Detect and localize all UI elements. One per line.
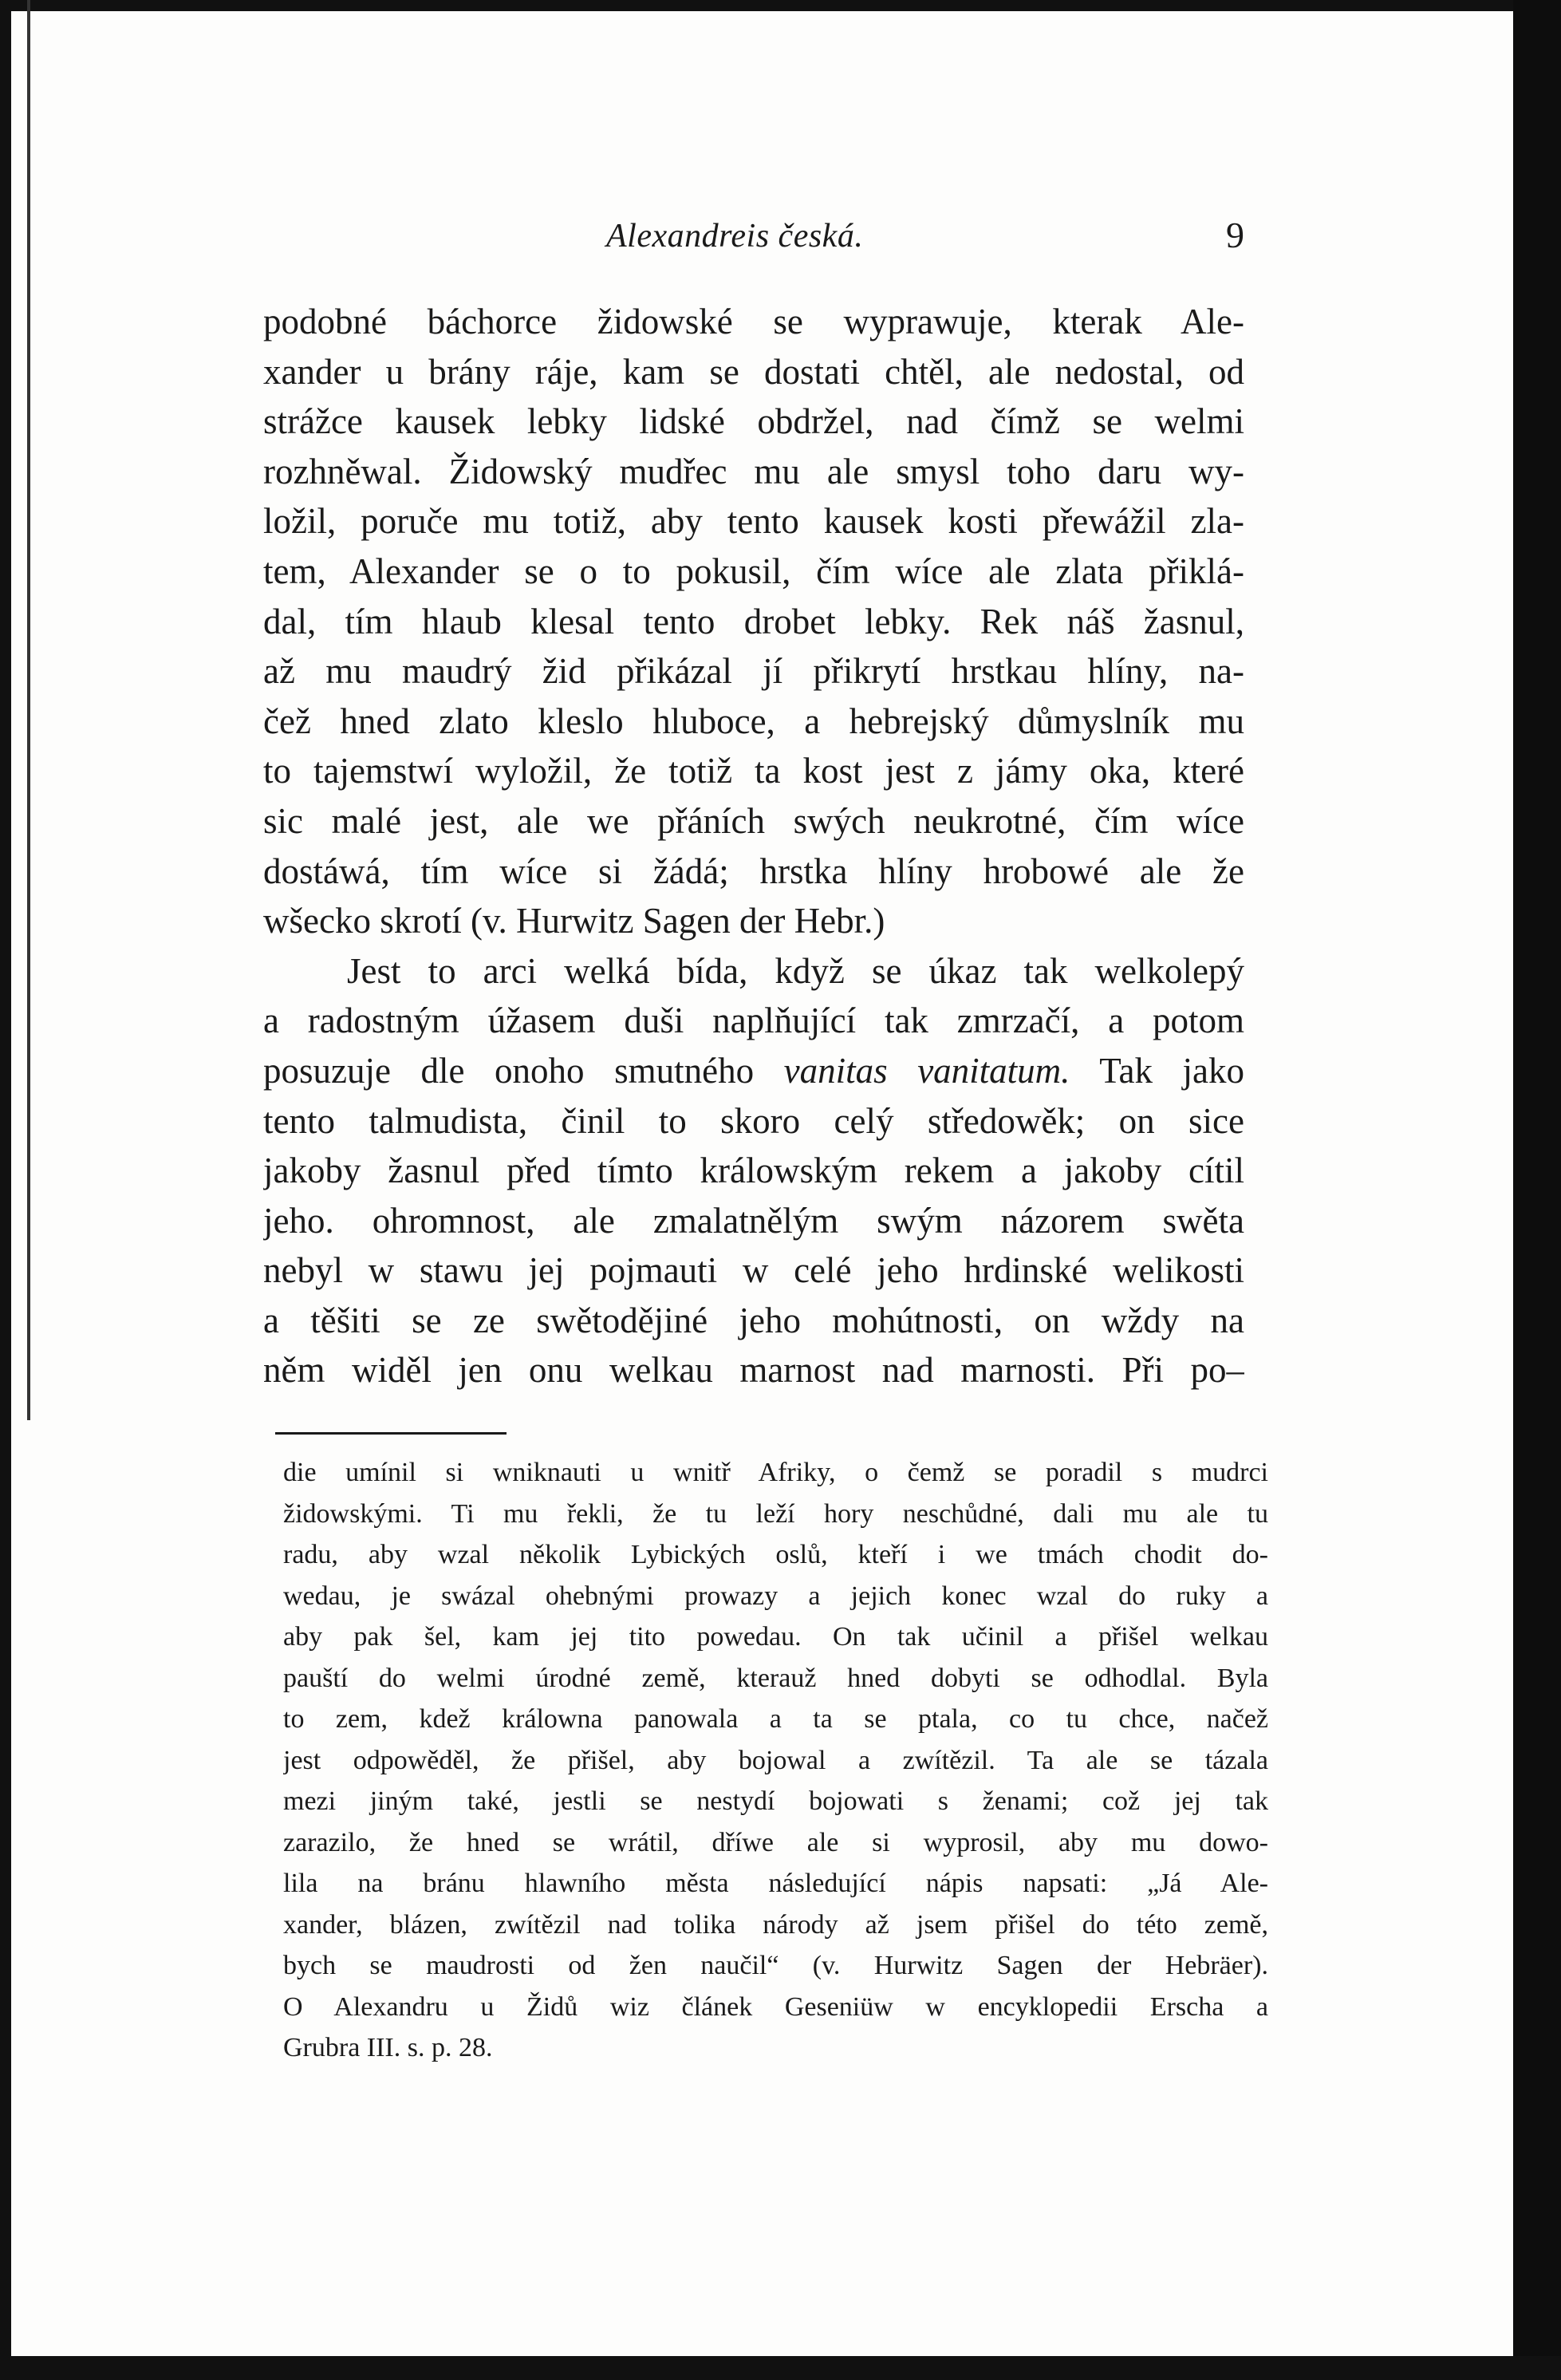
scan-border-left	[0, 0, 11, 2380]
footnote-line: radu, aby wzal několik Lybických oslů, kteří i we tmách chodit do-	[283, 1540, 1268, 1569]
scan-border-left-inner	[27, 0, 30, 1420]
text-segment: Tak jako	[1099, 1050, 1244, 1091]
footnote-line: pauští do welmi úrodné země, kterauž hned dobyti se odhodlal. Byla	[283, 1663, 1268, 1693]
footnote-line: jest odpowěděl, že přišel, aby bojowal a zwítězil. Ta ale se tázala	[283, 1745, 1268, 1775]
footnote-line: bych se maudrosti od žen naučil“ (v. Hurwitz Sagen der Hebräer).	[283, 1951, 1268, 1980]
footnote-line: Grubra III. s. p. 28.	[283, 2033, 493, 2062]
text-line: sic malé jest, ale we přáních swých neukrotné, čím wíce	[263, 800, 1244, 841]
footnote-line: die umínil si wniknauti u wnitř Afriky, o čemž se poradil s mudrci	[283, 1458, 1268, 1487]
text-line: Jest to arci welká bída, když se úkaz tak welkolepý	[347, 950, 1244, 991]
text-line: ložil, poruče mu totiž, aby tento kausek kosti přewážil zla-	[263, 501, 1244, 542]
text-line: jakoby žasnul před tímto králowským rekem a jakoby cítil	[263, 1151, 1244, 1191]
footnote-line: wedau, je swázal ohebnými prowazy a jejich konec wzal do ruky a	[283, 1581, 1268, 1611]
text-line: podobné báchorce židowské se wyprawuje, kterak Ale-	[263, 302, 1244, 341]
text-line: až mu maudrý žid přikázal jí přikrytí hrstkau hlíny, na-	[263, 651, 1244, 692]
running-title: Alexandreis česká.	[606, 218, 864, 255]
text-line: tem, Alexander se o to pokusil, čím wíce ale zlata přiklá-	[263, 551, 1244, 591]
text-line: a těšiti se ze swětodějiné jeho mohútnosti, on wždy na	[263, 1300, 1244, 1340]
footnote-line: zarazilo, že hned se wrátil, dříwe ale si wyprosil, aby mu dowo-	[283, 1827, 1268, 1857]
footnote-line: lila na bránu hlawního města následující nápis napsati: „Já Ale-	[283, 1869, 1268, 1898]
footnote-line: O Alexandru u Židů wiz článek Geseniüw w encyklopedii Erscha a	[283, 1991, 1268, 2022]
footnote-line: xander, blázen, zwítězil nad tolika národy až jsem přišel do této země,	[283, 1909, 1268, 1940]
text-line: dal, tím hlaub klesal tento drobet lebky. Rek náš žasnul,	[263, 601, 1244, 641]
text-line: rozhněwal. Židowský mudřec mu ale smysl toho daru wy-	[263, 451, 1244, 491]
text-line: tento talmudista, činil to skoro celý středowěk; on sice	[263, 1100, 1244, 1141]
text-line: dostáwá, tím wíce si žádá; hrstka hlíny hrobowé ale že	[263, 851, 1244, 891]
text-line: wšecko skrotí (v. Hurwitz Sagen der Hebr.)	[263, 901, 885, 941]
scan-border-bottom	[0, 2356, 1561, 2380]
text-line: a radostným úžasem duši naplňující tak zmrzačí, a potom	[263, 1001, 1244, 1041]
footnote-separator	[275, 1432, 507, 1435]
text-line: to tajemstwí wyložil, že totiž ta kost jest z jámy oka, které	[263, 751, 1244, 791]
footnote-block	[283, 1452, 1268, 2069]
italic-phrase: vanitas vanitatum.	[783, 1050, 1070, 1091]
main-text	[263, 297, 1244, 1395]
text-line: čež hned zlato kleslo hluboce, a hebrejský důmyslník mu	[263, 701, 1244, 741]
text-line: xander u brány ráje, kam se dostati chtěl, ale nedostal, od	[263, 351, 1244, 392]
footnote-line: židowskými. Ti mu řekli, že tu leží hory neschůdné, dali mu ale tu	[283, 1498, 1268, 1529]
page-number: 9	[1226, 215, 1244, 255]
footnote-line: to zem, kdež králowna panowala a ta se ptala, co tu chce, načež	[283, 1704, 1268, 1734]
scan-border-top	[0, 0, 1561, 11]
page-header	[263, 217, 1244, 273]
text-segment: posuzuje dle onoho smutného	[263, 1050, 755, 1091]
text-line: nebyl w stawu jej pojmauti w celé jeho hrdinské welikosti	[263, 1250, 1244, 1291]
text-line: jeho. ohromnost, ale zmalatnělým swým názorem swěta	[263, 1200, 1244, 1241]
text-line: strážce kausek lebky lidské obdržel, nad čímž se welmi	[263, 401, 1244, 442]
text-line-mixed	[263, 1046, 1244, 1096]
scan-border-right	[1513, 0, 1561, 2380]
footnote-line: mezi jiným také, jestli se nestydí bojowati s ženami; což jej tak	[283, 1786, 1268, 1816]
text-line: něm widěl jen onu welkau marnost nad marnosti. Při po–	[263, 1350, 1244, 1391]
footnote-line: aby pak šel, kam jej tito powedau. On tak učinil a přišel welkau	[283, 1622, 1268, 1652]
